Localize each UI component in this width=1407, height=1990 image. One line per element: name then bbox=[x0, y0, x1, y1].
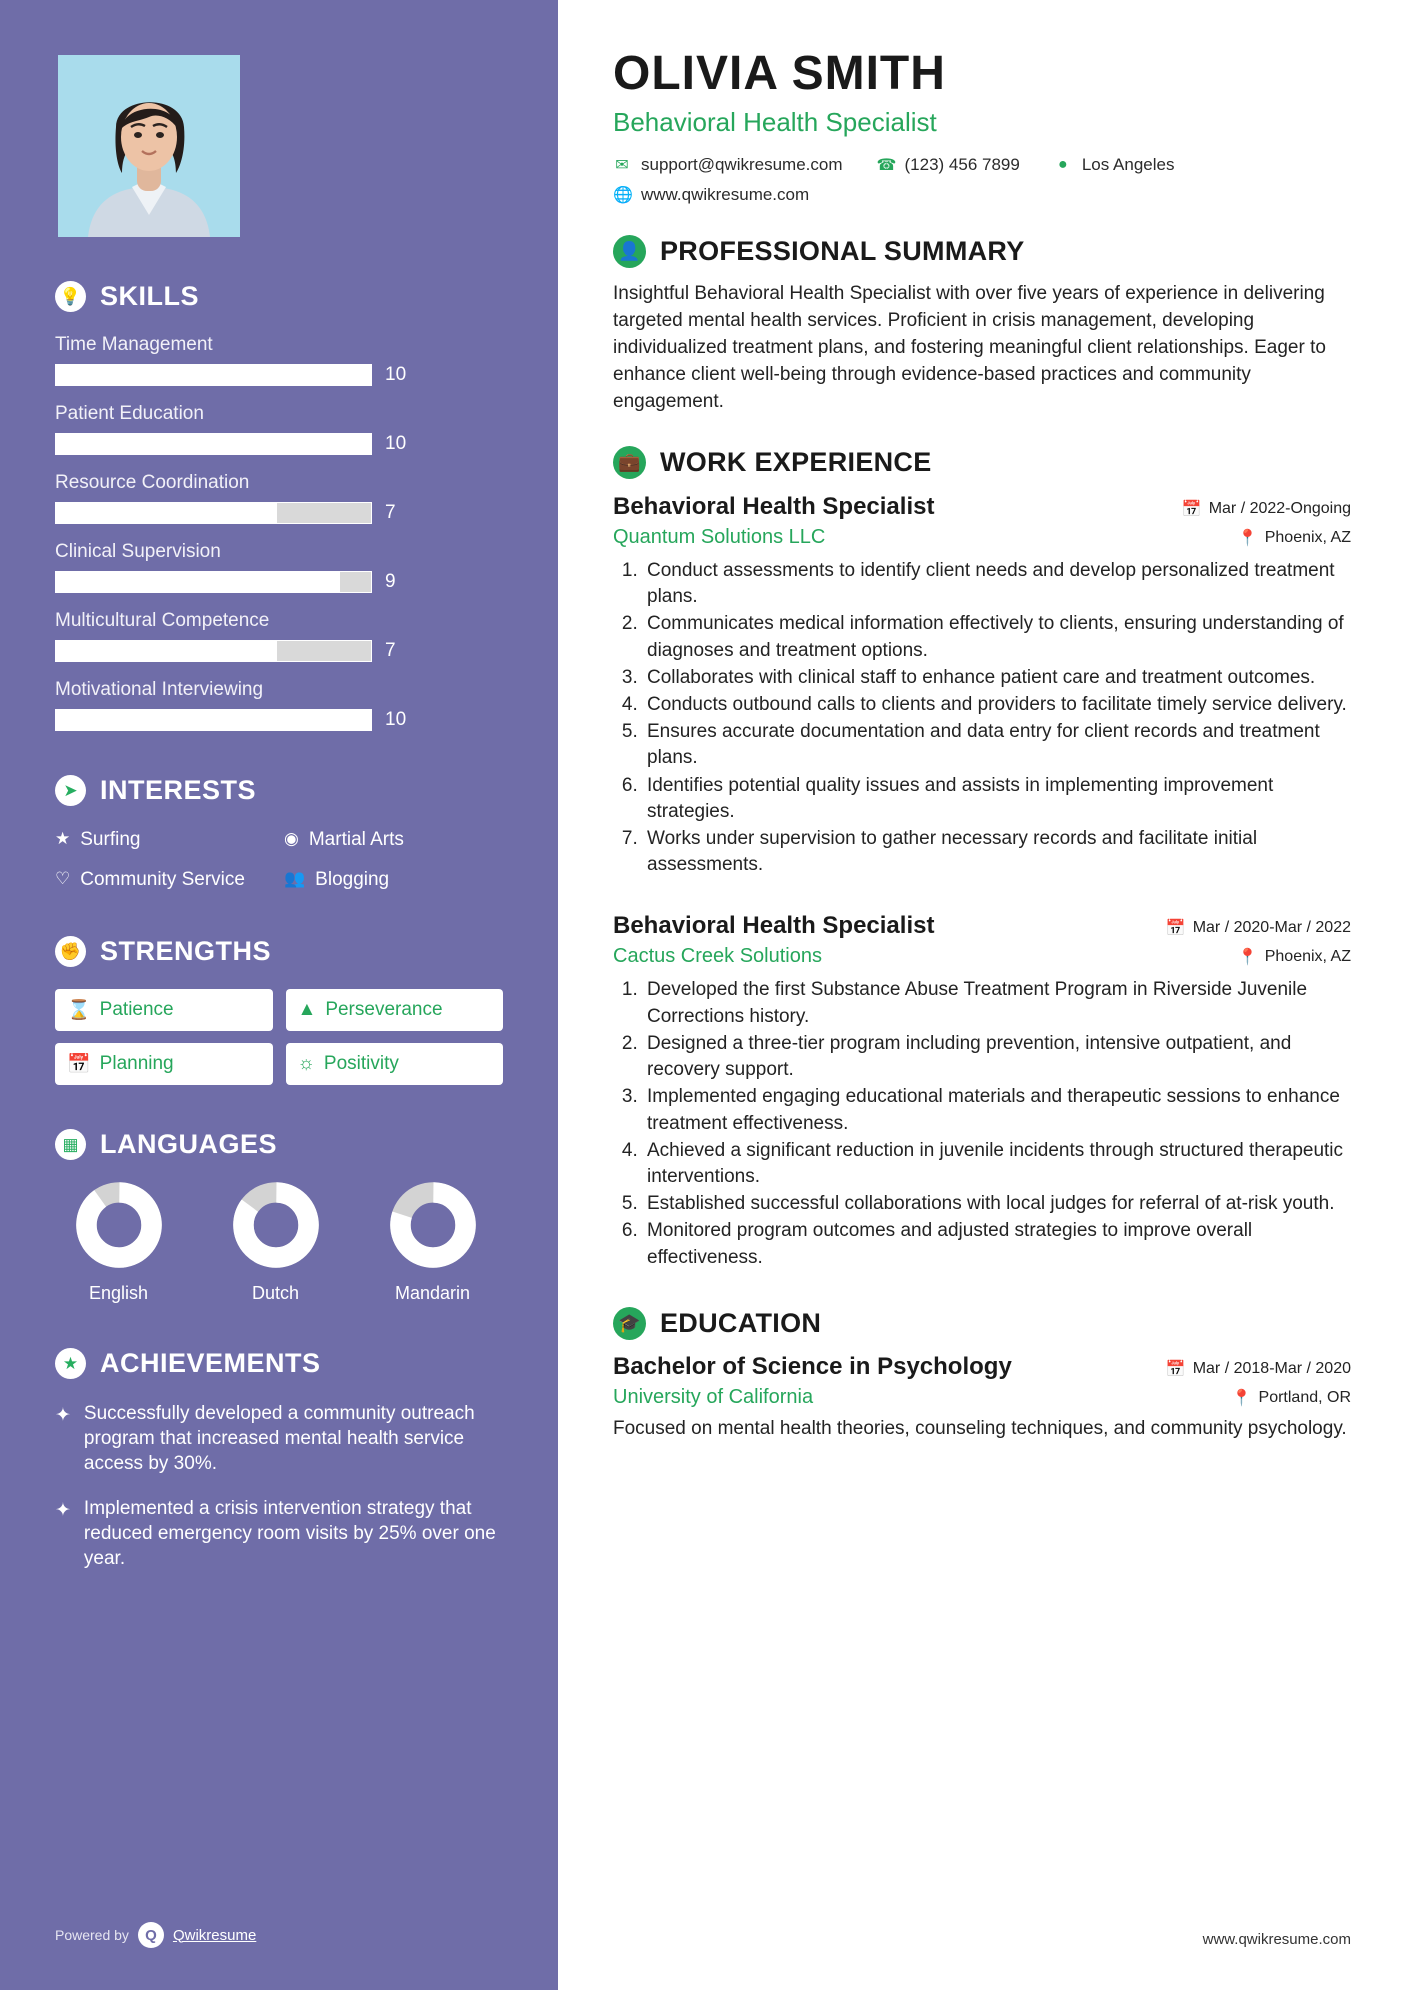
bullet-item: 6. Identifies potential quality issues and assists in implementing improvement strategies. bbox=[643, 773, 1351, 825]
ribbon-star-icon: ✦ bbox=[55, 1499, 71, 1521]
people-icon: 👥 bbox=[284, 868, 306, 888]
language-item bbox=[61, 1182, 176, 1304]
strengths-heading-label: STRENGTHS bbox=[100, 935, 272, 966]
education-description: Focused on mental health theories, counseling techniques, and community psychology. bbox=[613, 1417, 1347, 1439]
target-icon: ◉ bbox=[284, 829, 299, 848]
work-experience-section bbox=[613, 446, 1351, 1271]
skill-bar bbox=[55, 364, 372, 386]
experience-title: Behavioral Health Specialist bbox=[613, 912, 935, 940]
bullet-item: 5. Established successful collaborations with local judges for referral of at-risk youth. bbox=[643, 1191, 1351, 1217]
skill-label: Clinical Supervision bbox=[55, 541, 221, 562]
education-entry bbox=[613, 1353, 1351, 1443]
strength-label: Perseverance bbox=[325, 998, 443, 1020]
map-pin-icon: 📍 bbox=[1231, 1389, 1252, 1407]
resume-main bbox=[558, 0, 1407, 1990]
skill-value: 7 bbox=[385, 502, 396, 523]
profile-photo-illustration bbox=[58, 55, 240, 237]
bullet-item: 3. Implemented engaging educational materials and therapeutic sessions to enhance treatment effectiveness. bbox=[643, 1084, 1351, 1136]
interest-label: Surfing bbox=[80, 829, 141, 850]
strength-item bbox=[286, 1043, 504, 1085]
footer-website: www.qwikresume.com bbox=[1202, 1931, 1351, 1948]
language-donut-chart bbox=[233, 1182, 319, 1268]
briefcase-icon: 💼 bbox=[613, 446, 646, 479]
skill-bar bbox=[55, 709, 372, 731]
calendar-icon: 📅 bbox=[1165, 1360, 1186, 1378]
skill-value: 10 bbox=[385, 364, 407, 385]
skill-item bbox=[55, 679, 503, 731]
graduation-cap-icon: 🎓 bbox=[613, 1307, 646, 1340]
skill-label: Patient Education bbox=[55, 403, 204, 424]
experience-company: Quantum Solutions LLC bbox=[613, 525, 826, 548]
education-date bbox=[1166, 1359, 1351, 1379]
bullet-item: 2. Communicates medical information effectively to clients, ensuring understanding of diagnoses and treatment options. bbox=[643, 611, 1351, 663]
achievement-text: Implemented a crisis intervention strategy that reduced emergency room visits by 25% over one year. bbox=[83, 1497, 496, 1569]
experience-location bbox=[1238, 528, 1351, 548]
experience-location-text: Phoenix, AZ bbox=[1264, 948, 1351, 966]
lightbulb-icon: 💡 bbox=[55, 281, 86, 312]
skills-heading bbox=[55, 281, 503, 312]
education-heading-label: EDUCATION bbox=[660, 1307, 822, 1338]
education-heading bbox=[613, 1307, 1351, 1340]
language-donut-chart bbox=[76, 1182, 162, 1268]
interests-heading-label: INTERESTS bbox=[100, 775, 257, 805]
skill-value: 10 bbox=[385, 709, 407, 730]
strength-item bbox=[286, 989, 504, 1031]
experience-heading-label: WORK EXPERIENCE bbox=[660, 446, 932, 477]
phone-icon: ☎ bbox=[876, 157, 897, 174]
contact-email[interactable]: support@qwikresume.com bbox=[641, 155, 843, 174]
skill-item bbox=[55, 541, 503, 593]
calendar-icon: 📅 bbox=[1165, 920, 1186, 938]
q-logo-icon: Q bbox=[138, 1922, 164, 1948]
language-label: English bbox=[88, 1282, 149, 1303]
star-icon: ★ bbox=[55, 829, 71, 848]
contact-row-website bbox=[613, 185, 1351, 205]
skill-bar bbox=[55, 640, 372, 662]
language-label: Dutch bbox=[251, 1282, 300, 1303]
experience-company: Cactus Creek Solutions bbox=[613, 945, 822, 968]
skill-bar bbox=[55, 571, 372, 593]
strength-item bbox=[55, 989, 273, 1031]
bullet-item: 6. Monitored program outcomes and adjusted strategies to improve overall effectiveness. bbox=[643, 1218, 1351, 1270]
skill-label: Motivational Interviewing bbox=[55, 679, 264, 700]
sun-icon: ☼ bbox=[297, 1052, 315, 1074]
education-location-text: Portland, OR bbox=[1258, 1388, 1351, 1406]
experience-bullets bbox=[643, 558, 1351, 879]
bullet-item: 1. Developed the first Substance Abuse Treatment Program in Riverside Juvenile Corrections history. bbox=[643, 977, 1351, 1029]
achievements-section bbox=[55, 1348, 503, 1571]
contact-website[interactable]: www.qwikresume.com bbox=[641, 185, 810, 204]
achievements-heading-label: ACHIEVEMENTS bbox=[100, 1347, 321, 1378]
contact-phone: (123) 456 7899 bbox=[904, 155, 1020, 174]
interests-section bbox=[55, 775, 503, 892]
language-label: Mandarin bbox=[394, 1282, 471, 1303]
achievement-item bbox=[55, 1401, 503, 1476]
paper-plane-icon: ➤ bbox=[55, 775, 86, 806]
education-section bbox=[613, 1307, 1351, 1443]
hourglass-icon: ⌛ bbox=[67, 999, 91, 1021]
powered-by bbox=[55, 1922, 256, 1948]
bullet-item: 5. Ensures accurate documentation and data entry for client records and treatment plans. bbox=[643, 719, 1351, 771]
experience-date bbox=[1182, 499, 1351, 519]
bullet-item: 2. Designed a three-tier program including prevention, intensive outpatient, and recovery support. bbox=[643, 1031, 1351, 1083]
mountain-icon: ▲ bbox=[297, 998, 317, 1020]
interest-label: Martial Arts bbox=[308, 829, 404, 850]
bullet-item: 7. Works under supervision to gather necessary records and facilitate initial assessments. bbox=[643, 826, 1351, 878]
skill-label: Multicultural Competence bbox=[55, 610, 270, 631]
education-location bbox=[1232, 1388, 1351, 1408]
page-title: OLIVIA SMITH bbox=[613, 47, 946, 100]
bullet-item: 4. Achieved a significant reduction in juvenile incidents through structured therapeutic interventions. bbox=[643, 1138, 1351, 1190]
skills-heading-label: SKILLS bbox=[100, 281, 200, 311]
id-card-icon: ▦ bbox=[55, 1129, 86, 1160]
achievements-heading bbox=[55, 1348, 503, 1379]
skill-label: Time Management bbox=[55, 334, 213, 355]
sidebar bbox=[0, 0, 558, 1990]
strength-item bbox=[55, 1043, 273, 1085]
experience-date-text: Mar / 2020-Mar / 2022 bbox=[1192, 919, 1351, 937]
experience-date bbox=[1166, 918, 1351, 938]
hand-heart-icon: ♡ bbox=[55, 868, 71, 888]
skill-item bbox=[55, 403, 503, 455]
experience-date-text: Mar / 2022-Ongoing bbox=[1208, 499, 1351, 517]
achievement-item bbox=[55, 1496, 503, 1571]
interest-item bbox=[55, 828, 274, 852]
language-donut-chart bbox=[390, 1182, 476, 1268]
qwikresume-link[interactable]: Qwikresume bbox=[172, 1926, 257, 1944]
skill-item bbox=[55, 472, 503, 524]
interests-heading bbox=[55, 775, 503, 806]
professional-summary-section bbox=[613, 235, 1351, 416]
strength-label: Patience bbox=[99, 998, 174, 1020]
interest-item bbox=[284, 828, 503, 852]
experience-entry bbox=[613, 493, 1351, 879]
user-circle-icon: 👤 bbox=[613, 235, 646, 268]
education-school: University of California bbox=[613, 1385, 814, 1408]
fist-icon: ✊ bbox=[55, 936, 86, 967]
skill-value: 9 bbox=[385, 571, 396, 592]
experience-location bbox=[1238, 947, 1351, 967]
language-item bbox=[375, 1182, 490, 1304]
skill-value: 10 bbox=[385, 433, 407, 454]
interest-item bbox=[284, 868, 503, 892]
strengths-section bbox=[55, 936, 503, 1085]
envelope-icon: ✉ bbox=[615, 157, 629, 174]
summary-heading bbox=[613, 235, 1351, 268]
language-item bbox=[218, 1182, 333, 1304]
experience-heading bbox=[613, 446, 1351, 479]
experience-title: Behavioral Health Specialist bbox=[613, 492, 935, 520]
skill-bar bbox=[55, 502, 372, 524]
strength-label: Positivity bbox=[323, 1052, 399, 1074]
contact-block bbox=[613, 155, 1351, 205]
interest-label: Blogging bbox=[315, 868, 390, 890]
skill-value: 7 bbox=[385, 640, 396, 661]
education-degree: Bachelor of Science in Psychology bbox=[613, 1352, 1012, 1380]
education-date-text: Mar / 2018-Mar / 2020 bbox=[1192, 1359, 1351, 1377]
star-badge-icon: ★ bbox=[55, 1348, 86, 1379]
strengths-heading bbox=[55, 936, 503, 967]
experience-bullets bbox=[643, 977, 1351, 1270]
globe-icon: 🌐 bbox=[613, 187, 633, 204]
bullet-item: 1. Conduct assessments to identify client needs and develop personalized treatment plans. bbox=[643, 558, 1351, 610]
languages-section bbox=[55, 1129, 503, 1304]
summary-heading-label: PROFESSIONAL SUMMARY bbox=[660, 236, 1025, 266]
languages-heading-label: LANGUAGES bbox=[100, 1128, 278, 1159]
calendar-icon: 📅 bbox=[67, 1053, 91, 1075]
interest-label: Community Service bbox=[80, 868, 245, 890]
job-role-subtitle: Behavioral Health Specialist bbox=[613, 107, 937, 137]
skill-item bbox=[55, 334, 503, 386]
achievement-text: Successfully developed a community outreach program that increased mental health service access by 30%. bbox=[83, 1402, 475, 1474]
skill-label: Resource Coordination bbox=[55, 472, 250, 493]
summary-text: Insightful Behavioral Health Specialist with over five years of experience in delivering targeted mental health services. Proficient in crisis management, developing individualized treatment plans, and fostering meaningful client relationships. Eager to enhance client well-being through evidence-based practices and community engagement. bbox=[613, 283, 1326, 412]
skills-section bbox=[55, 281, 503, 731]
powered-by-label: Powered by bbox=[55, 1927, 129, 1943]
experience-location-text: Phoenix, AZ bbox=[1264, 528, 1351, 546]
experience-entry bbox=[613, 912, 1351, 1270]
ribbon-star-icon: ✦ bbox=[55, 1404, 71, 1426]
avatar bbox=[58, 55, 240, 237]
skill-item bbox=[55, 610, 503, 662]
bullet-item: 4. Conducts outbound calls to clients and providers to facilitate timely service delivery. bbox=[643, 692, 1351, 718]
interest-item bbox=[55, 868, 274, 892]
skill-bar bbox=[55, 433, 372, 455]
strength-label: Planning bbox=[99, 1052, 174, 1074]
contact-row-primary bbox=[613, 155, 1351, 175]
map-pin-icon: 📍 bbox=[1237, 529, 1258, 547]
map-pin-icon: 📍 bbox=[1237, 949, 1258, 967]
contact-location: Los Angeles bbox=[1081, 155, 1175, 174]
map-pin-icon: ● bbox=[1057, 156, 1068, 173]
calendar-icon: 📅 bbox=[1181, 500, 1202, 518]
languages-heading bbox=[55, 1129, 503, 1160]
bullet-item: 3. Collaborates with clinical staff to enhance patient care and treatment outcomes. bbox=[643, 665, 1351, 691]
